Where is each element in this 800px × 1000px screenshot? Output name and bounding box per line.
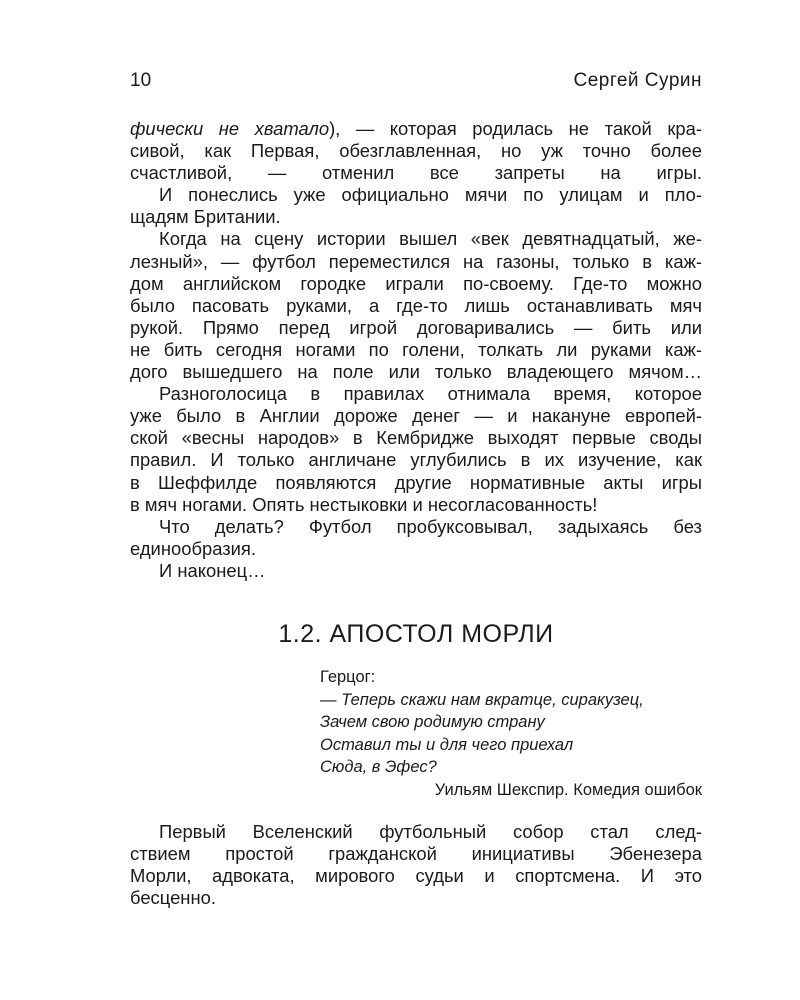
epigraph-attribution: Уильям Шекспир. Комедия ошибок: [434, 780, 702, 799]
page-number: 10: [130, 70, 152, 91]
text-line: [130, 295, 702, 317]
text-fragment: щадям Британии.: [130, 206, 281, 228]
body-text-top: [130, 118, 702, 582]
text-fragment: сивой, как Первая, обезглавленная, но уж точно более: [130, 140, 702, 162]
text-fragment: ствием простой гражданской инициативы Эбенезера: [130, 843, 702, 865]
text-line: [130, 821, 702, 843]
text-fragment: уже было в Англии дороже денег — и накануне европей-: [130, 405, 702, 427]
text-fragment: И наконец…: [159, 559, 266, 581]
running-head-author: Сергей Сурин: [573, 70, 702, 91]
text-fragment: в Шеффилде появляются другие нормативные акты игры: [130, 471, 702, 493]
section-title: 1.2. АПОСТОЛ МОРЛИ: [278, 620, 554, 648]
text-line: [130, 887, 702, 909]
text-fragment: дого вышедшего на поле или только владеющего мячом…: [130, 361, 702, 383]
text-line: [130, 140, 702, 162]
text-fragment: Морли, адвоката, мирового судьи и спортсмена. И это: [130, 865, 702, 887]
body-text-bottom: [130, 821, 702, 909]
text-line: [130, 865, 702, 887]
text-line: [130, 494, 702, 516]
text-fragment: счастливой, — отменил все запреты на игры.: [130, 162, 702, 184]
text-fragment: дом английском городке играли по-своему. Где-то можно: [130, 272, 702, 294]
text-fragment: Что делать? Футбол пробуксовывал, задыхаясь без: [159, 515, 702, 537]
text-line: [130, 516, 702, 538]
text-fragment: единообразия.: [130, 537, 256, 559]
text-fragment: в мяч ногами. Опять нестыковки и несогласованность!: [130, 493, 598, 515]
page-header: [130, 70, 702, 96]
text-fragment: И понеслись уже официально мячи по улицам и пло-: [159, 184, 702, 206]
epigraph-verse: — Теперь скажи нам вкратце, сиракузец,: [320, 690, 644, 709]
text-line: [130, 560, 702, 582]
text-line: [130, 405, 702, 427]
epigraph-verse: Оставил ты и для чего приехал: [320, 735, 574, 754]
text-line: [130, 361, 702, 383]
text-fragment: правил. И только англичане углубились в их изучение, как: [130, 449, 702, 471]
text-fragment: не бить сегодня ногами по голени, толкать ли руками каж-: [130, 338, 702, 360]
text-line: [130, 339, 702, 361]
text-line: [130, 162, 702, 184]
text-fragment: лезный», — футбол переместился на газоны, только в каж-: [130, 250, 702, 272]
epigraph: [320, 666, 702, 801]
text-fragment: рукой. Прямо перед игрой договаривались — бить или: [130, 316, 702, 338]
text-fragment: Разноголосица в правилах отнимала время, которое: [159, 383, 702, 405]
text-fragment: бесценно.: [130, 887, 216, 909]
text-fragment: Первый Вселенский футбольный собор стал след-: [159, 821, 702, 842]
text-line: [130, 251, 702, 273]
text-line: [130, 184, 702, 206]
epigraph-verse: Сюда, в Эфес?: [320, 758, 437, 776]
text-line: [130, 317, 702, 339]
italic-fragment: фически не хватало: [130, 118, 330, 139]
text-line: [130, 206, 702, 228]
text-line: [130, 273, 702, 295]
text-fragment: было пасовать руками, а где-то лишь останавливать мяч: [130, 294, 702, 316]
text-line: [130, 228, 702, 250]
text-line: [130, 427, 702, 449]
text-line: [130, 843, 702, 865]
text-line: [130, 472, 702, 494]
text-fragment: ской «весны народов» в Кембридже выходят первые своды: [130, 427, 702, 449]
text-line: [130, 538, 702, 560]
text-fragment: ), — которая родилась не такой кра-: [329, 118, 702, 139]
epigraph-speaker: Герцог:: [320, 668, 376, 686]
text-line: [130, 449, 702, 471]
epigraph-verse: Зачем свою родимую страну: [320, 713, 545, 731]
text-line: [130, 118, 702, 140]
text-fragment: Когда на сцену истории вышел «век девятнадцатый, же-: [159, 228, 702, 250]
text-line: [130, 383, 702, 405]
